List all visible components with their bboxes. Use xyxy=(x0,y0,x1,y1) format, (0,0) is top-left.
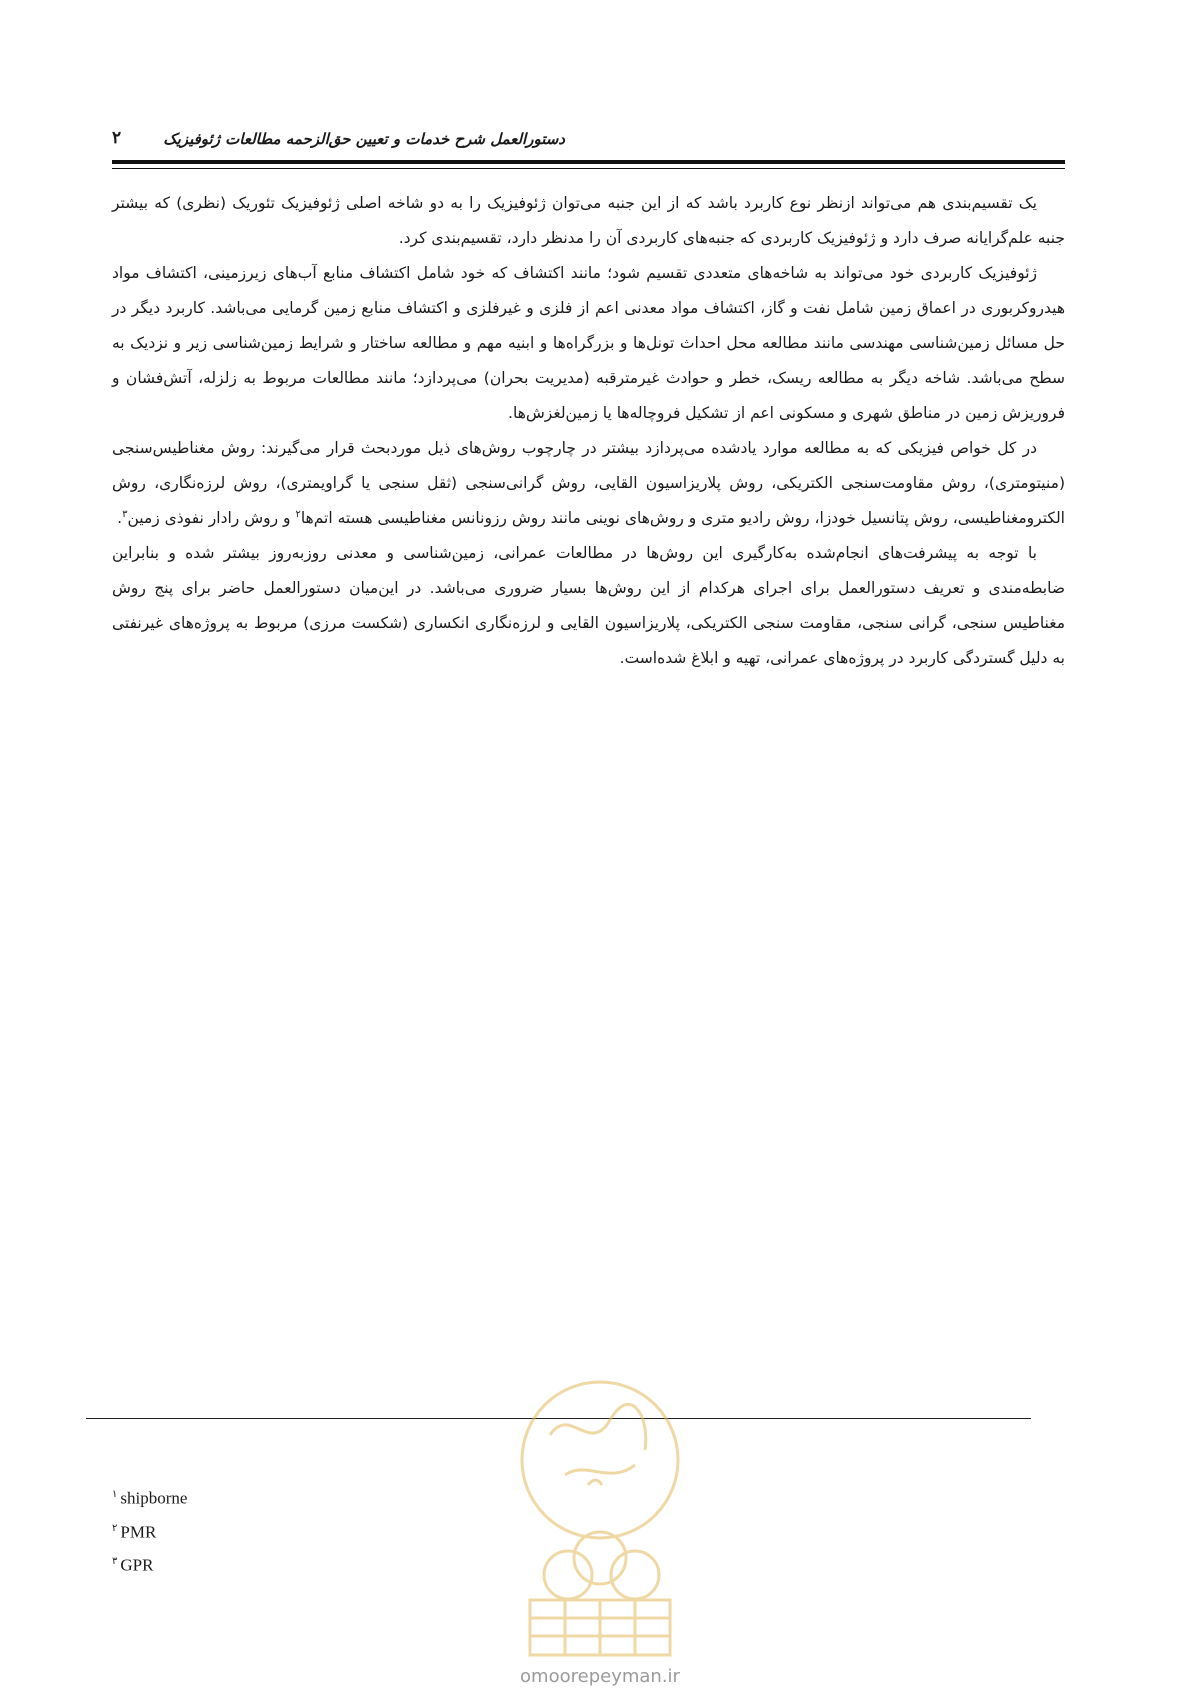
footnote-ref-3[interactable]: ۳ xyxy=(122,508,128,520)
paragraph-2: ژئوفیزیک کاربردی خود می‌تواند به شاخه‌های متعددی تقسیم شود؛ مانند اکتشاف که خود شامل اکتشاف منابع آب‌های زیرزمینی، اکتشاف مواد هیدروکربوری در اعماق زمین شامل نفت و گاز، اکتشاف مواد معدنی اعم از فلزی و غیرفلزی و اکتشاف منابع زمین گرمایی می‌باشد. کاربرد دیگر در حل مسائل زمین‌شناسی مهندسی مانند مطالعه محل احداث تونل‌ها و بزرگراه‌ها و ابنیه مهم و مطالعه ساختار و شرایط زمین‌شناسی زیر و نزدیک به سطح می‌باشد. شاخه دیگر به مطالعه ریسک، خطر و حوادث غیرمترقبه (مدیریت بحران) می‌پردازد؛ مانند مطالعات مربوط به زلزله، آتش‌فشان و فروریزش زمین در مناطق شهری و مسکونی اعم از تشکیل فروچاله‌ها یا زمین‌لغزش‌ها. xyxy=(112,264,1065,422)
header-rule-thin xyxy=(112,168,1065,169)
footnote-3-number: ۳ xyxy=(112,1556,118,1568)
header-rule-thick xyxy=(112,160,1065,164)
watermark-logo xyxy=(470,1360,730,1690)
footnote-3 xyxy=(112,1547,187,1581)
footnote-1-text: shipborne xyxy=(120,1488,188,1508)
footnote-1 xyxy=(112,1480,187,1514)
paragraph-4: با توجه به پیشرفت‌های انجام‌شده به‌کارگیری این روش‌ها در مطالعات عمرانی، زمین‌شناسی و معدنی روزبه‌روز بیشتر شده و بنابراین ضابطه‌مندی و تعریف دستورالعمل برای اجرای هرکدام از این روش‌ها بسیار ضروری می‌باشد. در این‌میان دستورالعمل حاضر برای پنج روش مغناطیس سنجی، گرانی سنجی، مقاومت سنجی الکتریکی، پلاریزاسیون القایی و لرزه‌نگاری انکساری (شکست مرزی) مربوط به پروژه‌های غیرنفتی به دلیل گستردگی کاربرد در پروژه‌های عمرانی، تهیه و ابلاغ شده‌است. xyxy=(112,544,1065,667)
page-header xyxy=(112,126,1065,154)
paragraph-3-period: . xyxy=(117,509,123,527)
footnote-2 xyxy=(112,1514,187,1548)
footnote-2-number: ۲ xyxy=(112,1522,118,1534)
footnote-ref-2[interactable]: ۲ xyxy=(295,508,301,520)
paragraph-3-text: در کل خواص فیزیکی که به مطالعه موارد یادشده می‌پردازد بیشتر در چارچوب روش‌های ذیل موردبحث قرار می‌گیرند: روش مغناطیس‌سنجی (منیتومتری)، روش مقاومت‌سنجی الکتریکی، روش پلاریزاسیون القایی، روش گرانی‌سنجی (ثقل سنجی یا گراویمتری)، روش لرزه‌نگاری، روش الکترومغناطیسی، روش پتانسیل خودزا، روش رادیو متری و روش‌های نوینی مانند روش رزونانس مغناطیسی هسته اتم‌ها xyxy=(112,439,1065,527)
footnote-2-text: PMR xyxy=(120,1522,157,1542)
paragraph-3-tail: و روش رادار نفوذی زمین xyxy=(127,509,291,527)
watermark-logo-icon xyxy=(470,1360,730,1690)
header-title: دستورالعمل شرح خدمات و تعیین حق‌الزحمه مطالعات ژئوفیزیک xyxy=(163,130,565,148)
paragraph-1: یک تقسیم‌بندی هم می‌تواند ازنظر نوع کاربرد باشد که از این جنبه می‌توان ژئوفیزیک را به دو شاخه اصلی ژئوفیزیک تئوریک (نظری) که بیشتر جنبه علم‌گرایانه صرف دارد و ژئوفیزیک کاربردی که جنبه‌های کاربردی آن را مدنظر دارد، تقسیم‌بندی کرد. xyxy=(112,194,1065,247)
body-text xyxy=(112,186,1065,676)
footnote-1-number: ۱ xyxy=(112,1489,118,1500)
footnote-3-text: GPR xyxy=(120,1555,154,1575)
paragraph-3 xyxy=(112,431,1065,536)
footnotes xyxy=(112,1480,187,1581)
page-number: ۲ xyxy=(112,128,122,148)
watermark-text: omoorepeyman.ir xyxy=(520,1666,680,1687)
